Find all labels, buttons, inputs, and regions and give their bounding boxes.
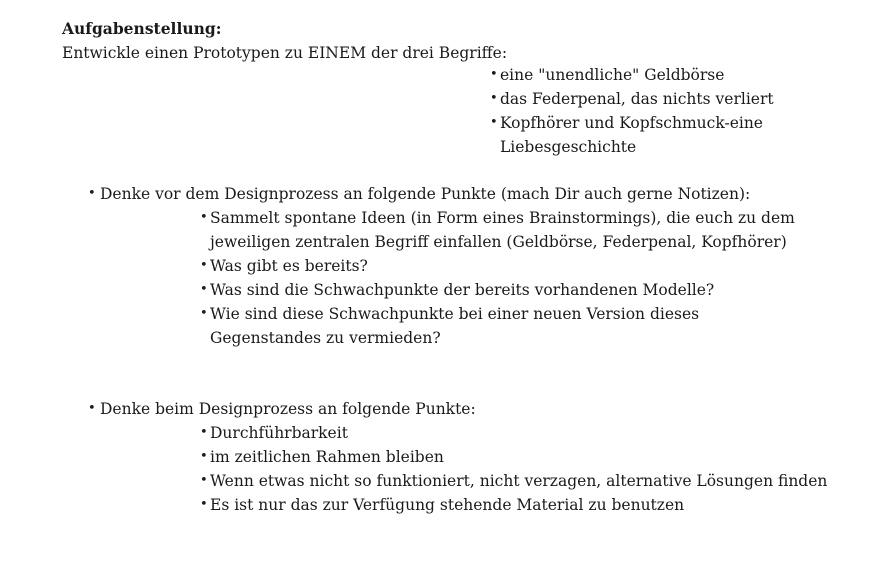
before-design-item-avoid: • Wie sind diese Schwachpunkte bei einer neuen Version dieses Gegenstandes zu vermieden?: [200, 302, 810, 350]
during-design-item-feasibility: • Durchführbarkeit: [200, 421, 840, 445]
before-design-item-brainstorming: • Sammelt spontane Ideen (in Form eines Brainstormings), die euch zu dem jeweiligen zentralen Begriff einfallen (Geldbörse, Federpenal, Kopfhörer): [200, 206, 810, 254]
before-design-title: • Denke vor dem Designprozess an folgende Punkte (mach Dir auch gerne Notizen):: [88, 182, 750, 206]
term-item-pencil-case: • das Federpenal, das nichts verliert: [490, 87, 790, 111]
task-heading: Aufgabenstellung:: [62, 19, 222, 38]
before-design-section: [88, 182, 750, 206]
during-design-item-time: • im zeitlichen Rahmen bleiben: [200, 445, 840, 469]
term-item-wallet: • eine "unendliche" Geldbörse: [490, 63, 790, 87]
during-design-section: [88, 397, 476, 421]
term-item-headphones: • Kopfhörer und Kopfschmuck-eine Liebesgeschichte: [490, 111, 770, 159]
during-design-item-alternatives: • Wenn etwas nicht so funktioniert, nicht verzagen, alternative Lösungen finden: [200, 469, 840, 493]
before-design-item-existing: • Was gibt es bereits?: [200, 254, 810, 278]
before-design-item-weaknesses: • Was sind die Schwachpunkte der bereits vorhandenen Modelle?: [200, 278, 810, 302]
during-design-title: • Denke beim Designprozess an folgende Punkte:: [88, 397, 476, 421]
before-design-list: [200, 206, 810, 350]
during-design-list: [200, 421, 840, 517]
during-design-item-material: • Es ist nur das zur Verfügung stehende Material zu benutzen: [200, 493, 840, 517]
task-intro: Entwickle einen Prototypen zu EINEM der drei Begriffe:: [62, 44, 508, 62]
term-list: [490, 63, 790, 159]
